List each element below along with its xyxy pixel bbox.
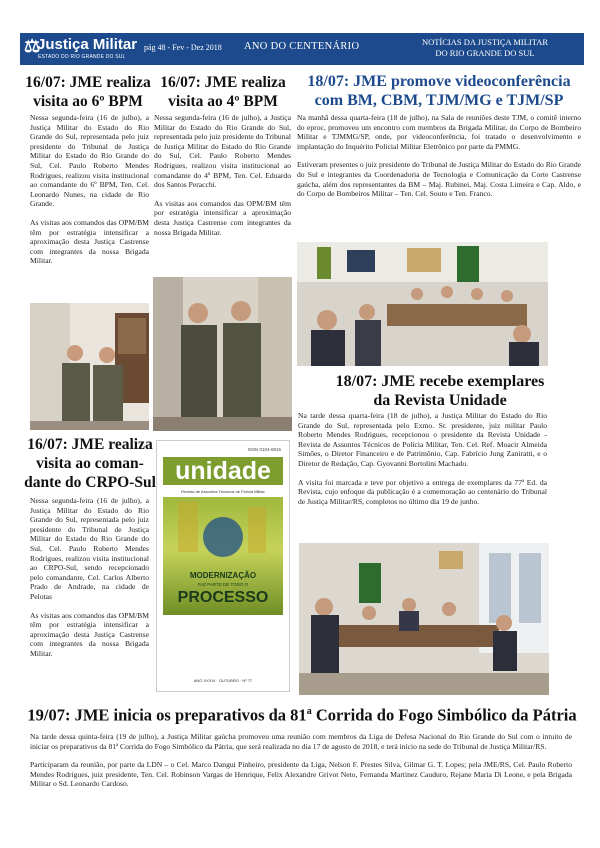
issue-info: pág 48 - Fev - Dez 2018 <box>144 43 222 52</box>
title-line: dante do CRPO-Sul <box>24 474 156 491</box>
cover-headline-big: PROCESSO <box>177 589 269 606</box>
paragraph: As visitas aos comandos das OPM/BM têm por estratégia intensificar a aproximação desta Justiça Castrense com integrantes da nossa Brigada Militar. <box>30 217 149 266</box>
article-body-crpo <box>30 496 149 668</box>
cover-issn: ISSN 0104-6815 <box>247 447 281 452</box>
paragraph: As visitas aos comandos das OPM/BM têm por estratégia intensificar a aproximação desta Justiça Castrense com integrantes da nossa Brigada Militar. <box>154 198 291 237</box>
title-line: 18/07: JME recebe exemplares <box>335 373 545 390</box>
paragraph: Participaram da reunião, por parte da LDN – o Cel. Marco Dangui Pinheiro, presidente da Liga, Nelson F. Prestes Silva, Gilmar G. T. Lopes; pela JME/RS, Cel. Paulo Roberto Mendes Rodrigues, juiz presidente, Ten. Cel. Robinson Vargas de Henrique, Felix Alexandre Grivot Neto, Fernanda Martinez Cauduro, Rejane Maria Di Leone, e pela Brigada Militar o Sd. Leonardo Cardoso. <box>30 760 572 789</box>
title-superscript: a <box>306 706 312 717</box>
logo-subtitle: ESTADO DO RIO GRANDE DO SUL <box>38 54 126 60</box>
article-body-corrida-fogo-simbolico <box>30 732 572 798</box>
article-body-revista-unidade <box>298 411 547 515</box>
article-title-corrida-fogo-simbolico <box>20 702 584 726</box>
publication-title-line2: DO RIO GRANDE DO SUL <box>435 48 535 58</box>
paragraph: Nessa segunda-feira (16 de julho), a Justiça Militar do Estado do Rio Grande do Sul, representada pelo juiz presidente do Tribunal de Justiça Militar do Estado do Rio Grande do Sul, Cel. Paulo Roberto Mendes Rodrigues, realizou visita institucional ao CRPO-Sul, sendo recepcionado pelo comandante, Cel. Carlos Alberto Prado de Andrade, na cidade de Pelotas <box>30 496 149 601</box>
section-title: ANO DO CENTENÁRIO <box>244 41 360 52</box>
title-line: visita ao coman- <box>36 455 144 472</box>
paragraph: As visitas aos comandos das OPM/BM têm por estratégia intensificar a aproximação desta Justiça Castrense com integrantes da nossa Brigada Militar. <box>30 610 149 658</box>
cover-headline-sub: FAZ PARTE DE TODO O <box>197 582 249 587</box>
title-part: 19/07: JME inicia os preparativos da 81 <box>27 705 307 725</box>
justica-militar-logo <box>24 35 142 63</box>
article-body-videoconferencia <box>297 113 581 208</box>
publication-title <box>400 37 570 59</box>
paragraph: Na tarde dessa quarta-feira (18 de julho), a Justiça Militar do Estado do Rio Grande do Sul, representada pelo Exmo. Sr. presidente, juiz militar Paulo Roberto Mendes Rodrigues, recepcionou o presidente da Revista Unidade - Revista de Assuntos Técnicos de Polícia Militar, Ten. Cel. Ref. Moacir Almeida Simões, o Diretor Financeiro e de Patrimônio, Cap. Fabrício Jung Zaniratti, e o Diretor de Redação, Cap. Gyovanni Bortolini Machado. <box>298 411 547 468</box>
paragraph: A visita foi marcada e teve por objetivo a entrega de exemplares da 77ª Ed. da Revista, cujo enfoque da publicação é a comemoração ao centenário do Tribunal de Justiça Militar/RS, completos no último dia 19 de junho. <box>298 477 547 506</box>
article-title-revista-unidade <box>330 372 550 410</box>
paragraph: Na manhã dessa quarta-feira (18 de julho), na Sala de reuniões deste TJM, o comitê interno do eproc, promoveu um encontro com membros da Brigada Militar, do Corpo de Bombeiro Militar e TJMMG/SP, onde, por videoconferência, foi tratado o desenvolvimento e implantação do Inquérito Policial Militar Eletrônico por parte da PMMG. <box>297 113 581 151</box>
title-line: 18/07: JME promove videoconferência <box>307 73 571 90</box>
paragraph: Nessa segunda-feira (16 de julho), a Justiça Militar do Estado do Rio Grande do Sul, representada pelo juiz presidente do Tribunal de Justiça Militar do Estado do Rio Grande do Sul, Cel. Paulo Roberto Mendes Rodrigues, realizou visita institucional ao comandante do 6º BPM, Ten. Cel. Leonardo Nunes, na cidade de Rio Grande. <box>30 113 149 209</box>
photo-videoconference <box>297 242 548 366</box>
photo-revista-unidade-meeting <box>299 543 549 695</box>
cover-name: unidade <box>163 457 283 485</box>
publication-title-line1: NOTÍCIAS DA JUSTIÇA MILITAR <box>421 37 549 47</box>
revista-unidade-cover <box>156 440 290 692</box>
title-line: com BM, CBM, TJM/MG e TJM/SP <box>314 92 564 109</box>
scales-icon: ⚖ <box>24 36 41 56</box>
article-title-6bpm <box>22 73 154 111</box>
photo-4bpm-visit <box>153 277 292 431</box>
cover-subtitle: Revista de Assuntos Técnicos de Polícia Militar <box>181 489 265 494</box>
title-line: 16/07: JME realiza <box>25 74 151 91</box>
title-line: visita ao 6º BPM <box>33 93 143 110</box>
paragraph: Estiveram presentes o juiz presidente do Tribunal de Justiça Militar do Estado do Rio Grande do Sul e integrantes da Coordenadoria de Tecnologia e Comunicação da Corte Castrense gaúcha, além dos representantes da BM – Maj. Rubinei, Maj. Costa Limeira e Cap. Aldo, e do Corpo de Bombeiros Militar – Ten. Cel. Souto e Ten. Franco. <box>297 160 581 199</box>
title-line: 16/07: JME realiza <box>160 74 286 91</box>
title-part: Corrida do Fogo Simbólico da Pátria <box>311 705 577 725</box>
title-line: visita ao 4º BPM <box>168 93 278 110</box>
page-header <box>20 33 584 65</box>
article-title-crpo <box>24 435 156 492</box>
article-body-6bpm <box>30 113 149 275</box>
title-line: 16/07: JME realiza <box>27 436 153 453</box>
paragraph: Nessa segunda-feira (16 de julho), a Justiça Militar do Estado do Rio Grande do Sul, representada pelo juiz presidente do Tribunal de Justiça Militar do Estado do Rio Grande do Sul, Cel. Paulo Roberto Mendes Rodrigues, realizou visita institucional ao comandante do 4º BPM, Ten. Cel. Eduardo dos Santos Peracchi. <box>154 113 291 190</box>
title-line: da Revista Unidade <box>373 392 507 409</box>
cover-footer: ANO XXXVI · OUTUBRO · Nº 77 <box>193 678 253 683</box>
article-body-4bpm <box>154 113 291 246</box>
logo-title: Justiça Militar <box>37 36 138 53</box>
article-title-videoconferencia <box>296 72 582 110</box>
paragraph: Na tarde dessa quinta-feira (19 de julho), a Justiça Militar gaúcha promoveu uma reunião com membros da Liga de Defesa Nacional do Rio Grande do Sul com o intuito de iniciar os preparativos da 81ª Corrida do Fogo Simbólico da Pátria, que será realizada no dia 17 de agosto de 2018, e terá início na sede do Tribunal de Justiça Militar/RS. <box>30 732 572 751</box>
article-title-4bpm <box>153 73 293 111</box>
cover-headline: MODERNIZAÇÃO <box>189 571 257 580</box>
photo-6bpm-visit <box>30 303 149 430</box>
